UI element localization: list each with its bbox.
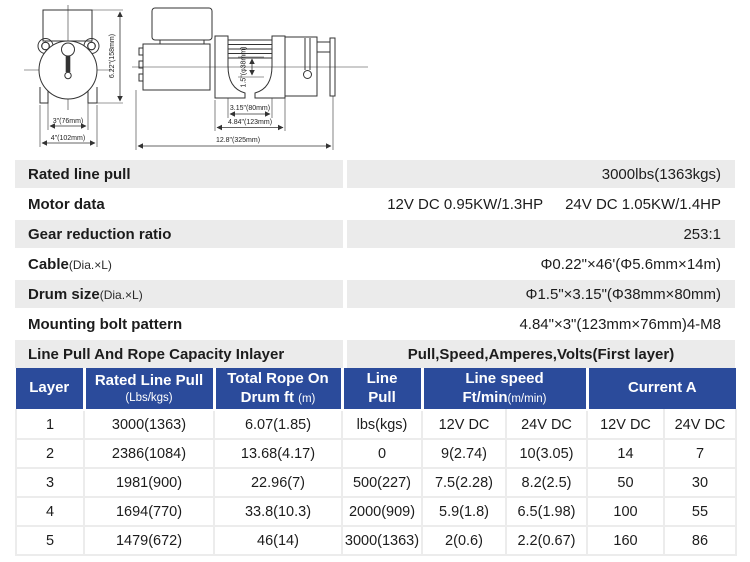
capacity-cell: 2 — [16, 439, 84, 468]
spec-label-cell — [15, 250, 343, 278]
capacity-section-header — [15, 340, 735, 368]
capacity-cell: 46(14) — [214, 526, 342, 555]
spec-label-sub: (Dia.×L) — [68, 258, 112, 272]
capacity-cell: 6.07(1.85) — [214, 410, 342, 439]
spec-row-gear-ratio — [15, 220, 735, 248]
col-header-layer — [16, 368, 84, 410]
spec-value-cell — [347, 250, 735, 278]
col-header-label: Layer — [29, 379, 70, 397]
spec-label: Rated line pull — [28, 166, 131, 183]
capacity-header-row — [16, 368, 736, 410]
capacity-cell: 12V DC — [587, 410, 664, 439]
col-header-label2: Pull — [368, 388, 396, 406]
capacity-cell: 500(227) — [342, 468, 422, 497]
col-header-label: Rated Line Pull — [94, 371, 204, 389]
spec-value-cell — [347, 160, 735, 188]
spec-row-drum-size — [15, 280, 735, 308]
col-header-total-rope — [214, 368, 342, 410]
capacity-cell: lbs(kgs) — [342, 410, 422, 439]
capacity-cell: 7.5(2.28) — [422, 468, 506, 497]
spec-label-cell — [15, 160, 343, 188]
capacity-row — [16, 497, 736, 526]
col-header-label: Line — [366, 369, 398, 387]
spec-row-motor-data — [15, 190, 735, 218]
section-title-left: Line Pull And Rope Capacity Inlayer — [28, 346, 285, 363]
capacity-cell: 14 — [587, 439, 664, 468]
capacity-cell: 24V DC — [506, 410, 587, 439]
capacity-cell: 2.2(0.67) — [506, 526, 587, 555]
col-header-sub: (m/min) — [507, 392, 547, 405]
capacity-row — [16, 468, 736, 497]
spec-row-rated-line-pull — [15, 160, 735, 188]
capacity-cell: 2(0.6) — [422, 526, 506, 555]
capacity-cell: 6.5(1.98) — [506, 497, 587, 526]
col-header-sub: (m) — [298, 392, 316, 405]
capacity-cell: 0 — [342, 439, 422, 468]
winch-dimension-diagram — [0, 0, 750, 158]
capacity-cell: 10(3.05) — [506, 439, 587, 468]
capacity-cell: 8.2(2.5) — [506, 468, 587, 497]
spec-value-cell — [347, 280, 735, 308]
spec-label-cell — [15, 190, 343, 218]
capacity-cell: 160 — [587, 526, 664, 555]
spec-table — [15, 160, 735, 370]
capacity-cell: 100 — [587, 497, 664, 526]
col-header-sub: (Lbs/kgs) — [125, 391, 173, 404]
capacity-table-head — [16, 368, 736, 410]
section-title-right-cell — [347, 340, 735, 368]
dim-total-len-label: 12.8"(325mm) — [215, 137, 261, 144]
spec-label-sub: (Dia.×L) — [99, 288, 143, 302]
capacity-cell: 4 — [16, 497, 84, 526]
spec-value: 4.84"×3"(123mm×76mm)4-M8 — [519, 315, 721, 333]
capacity-cell: 1694(770) — [84, 497, 214, 526]
capacity-cell: 12V DC — [422, 410, 506, 439]
capacity-cell: 30 — [664, 468, 736, 497]
capacity-cell: 3000(1363) — [342, 526, 422, 555]
spec-label: Gear reduction ratio — [28, 226, 172, 243]
spec-value-cell — [347, 190, 735, 218]
spec-label: Mounting bolt pattern — [28, 316, 183, 333]
spec-value-cell — [347, 220, 735, 248]
capacity-cell: 55 — [664, 497, 736, 526]
col-header-label: Total Rope On — [227, 369, 329, 387]
capacity-cell: 5.9(1.8) — [422, 497, 506, 526]
spec-label: Motor data — [28, 196, 105, 213]
capacity-cell: 3 — [16, 468, 84, 497]
side-view — [132, 8, 368, 150]
capacity-cell: 2386(1084) — [84, 439, 214, 468]
spec-label: Drum size — [28, 286, 100, 303]
spec-label: Cable — [28, 256, 69, 273]
col-header-label2: Ft/min — [462, 388, 508, 406]
section-title-left-cell — [15, 340, 343, 368]
section-title-right: Pull,Speed,Amperes,Volts(First layer) — [407, 345, 675, 363]
capacity-cell: 13.68(4.17) — [214, 439, 342, 468]
col-header-label: Line speed — [465, 369, 544, 387]
capacity-cell: 1 — [16, 410, 84, 439]
spec-value: 253:1 — [683, 225, 721, 243]
spec-row-mounting-bolt — [15, 310, 735, 338]
spec-value-12v: 12V DC 0.95KW/1.3HP — [387, 195, 544, 213]
spec-value: Φ1.5"×3.15"(Φ38mm×80mm) — [525, 285, 721, 303]
capacity-cell: 33.8(10.3) — [214, 497, 342, 526]
technical-drawing — [0, 0, 750, 158]
col-header-line-speed — [422, 368, 587, 410]
col-header-current — [587, 368, 736, 410]
dim-bolt-len-label: 4.84"(123mm) — [227, 119, 273, 126]
dim-height-label: 6.22"(158mm) — [109, 33, 116, 79]
col-header-line-pull — [342, 368, 422, 410]
capacity-cell: 50 — [587, 468, 664, 497]
capacity-cell: 24V DC — [664, 410, 736, 439]
spec-row-cable — [15, 250, 735, 278]
col-header-label: Current A — [627, 379, 697, 397]
capacity-row — [16, 439, 736, 468]
dim-drum-len-label: 3.15"(80mm) — [229, 105, 271, 112]
capacity-cell: 22.96(7) — [214, 468, 342, 497]
capacity-cell: 9(2.74) — [422, 439, 506, 468]
dim-drum-dia-label: 1.5"(φ38mm) — [240, 46, 248, 88]
capacity-row — [16, 410, 736, 439]
spec-value: Φ0.22"×46'(Φ5.6mm×14m) — [540, 255, 721, 273]
capacity-cell: 2000(909) — [342, 497, 422, 526]
capacity-row — [16, 526, 736, 555]
capacity-cell: 1479(672) — [84, 526, 214, 555]
capacity-cell: 5 — [16, 526, 84, 555]
spec-value-24v: 24V DC 1.05KW/1.4HP — [565, 195, 721, 213]
capacity-cell: 86 — [664, 526, 736, 555]
spec-value-cell — [347, 310, 735, 338]
dim-base-width-label: 4"(102mm) — [50, 135, 86, 142]
spec-label-cell — [15, 280, 343, 308]
capacity-cell: 3000(1363) — [84, 410, 214, 439]
col-header-label2: Drum ft — [240, 388, 294, 406]
spec-label-cell — [15, 220, 343, 248]
dim-bolt-width-label: 3"(76mm) — [52, 118, 84, 125]
capacity-cell: 7 — [664, 439, 736, 468]
capacity-cell: 1981(900) — [84, 468, 214, 497]
capacity-table-body — [16, 410, 736, 555]
spec-label-cell — [15, 310, 343, 338]
col-header-rated-line-pull — [84, 368, 214, 410]
capacity-table — [15, 368, 737, 556]
spec-value: 3000lbs(1363kgs) — [601, 165, 721, 183]
